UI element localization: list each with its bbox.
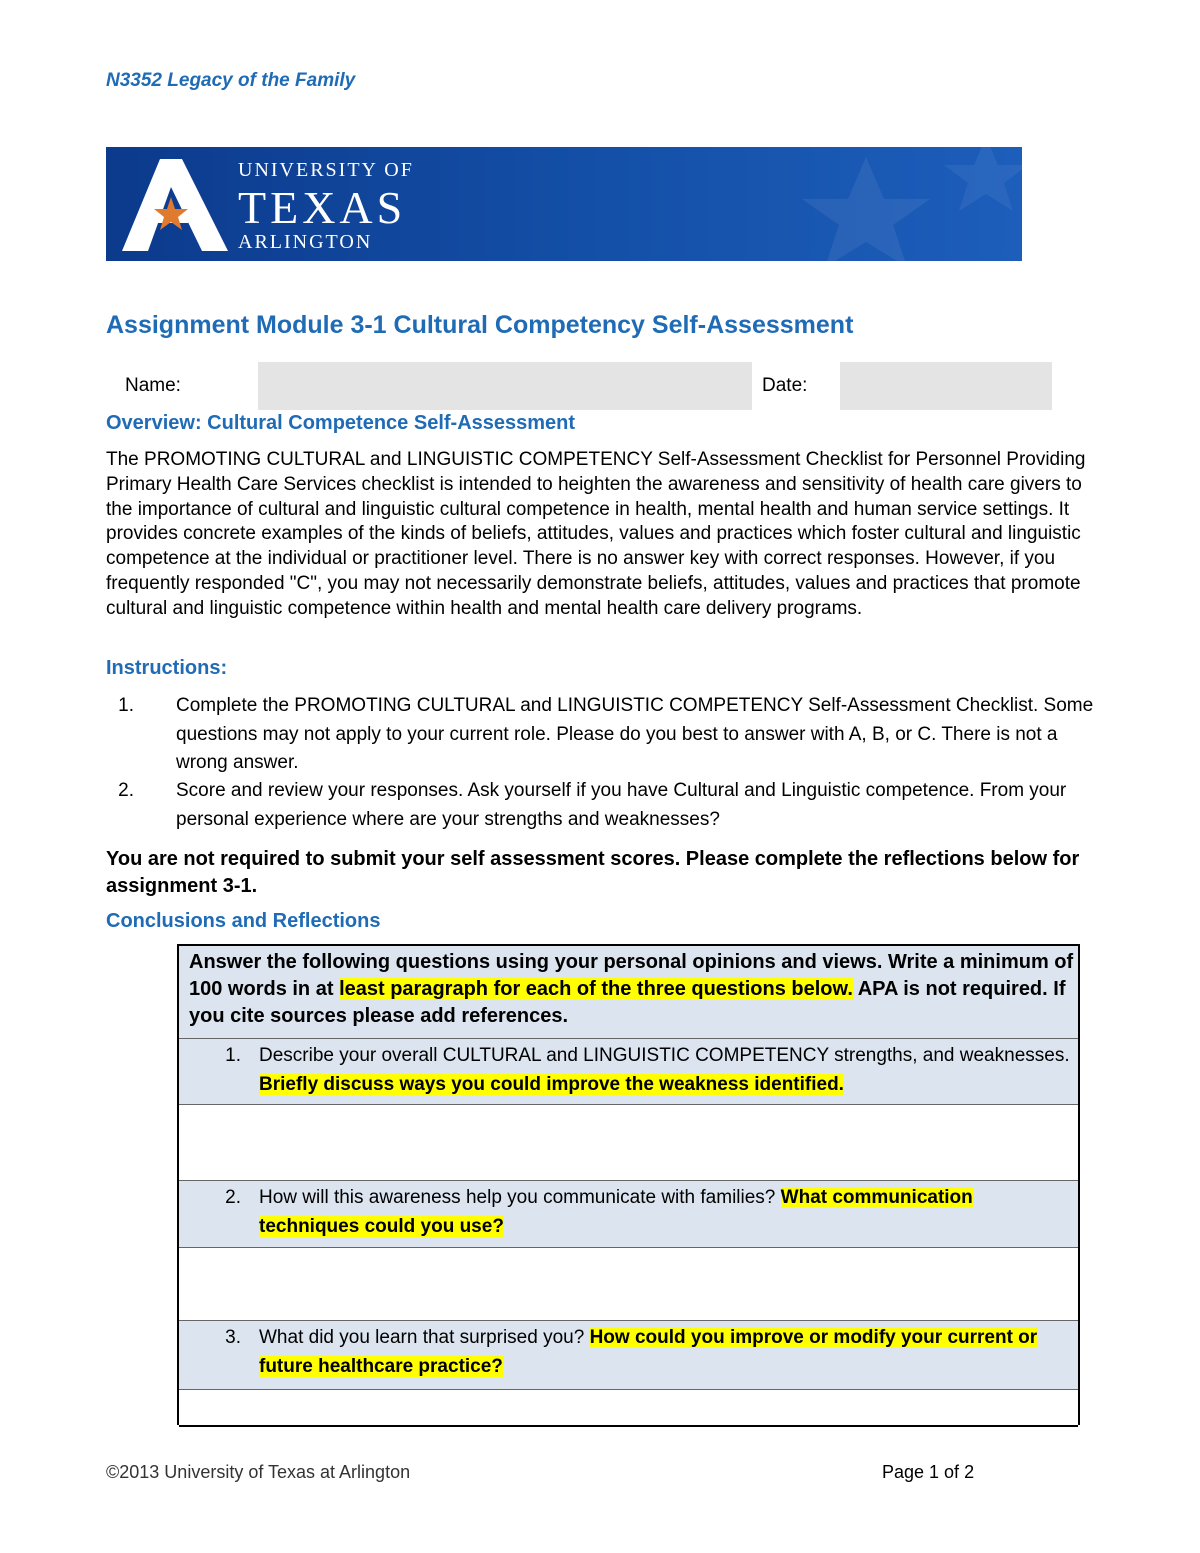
logo-line-texas: TEXAS [238,182,407,233]
date-field[interactable] [840,362,1052,410]
uta-a-logo-icon [120,157,230,253]
question-highlight: What communication techniques could you use? [259,1187,973,1237]
course-header: N3352 Legacy of the Family [106,70,356,91]
instruction-item [106,777,1106,837]
question-row-1 [179,1039,1078,1105]
intro-highlight: least paragraph for each of the three questions below. [339,978,853,1000]
question-text [259,1183,1074,1241]
question-prompt: How will this awareness help you communicate with families? [259,1187,781,1208]
question-text [259,1323,1074,1381]
instruction-number: 1. [118,695,134,716]
question-number: 3. [225,1327,241,1348]
question-row-3 [179,1321,1078,1390]
instruction-item [106,692,1106,782]
date-label: Date: [762,375,808,396]
table-intro-row [179,946,1078,1039]
submission-note: You are not required to submit your self assessment scores. Please complete the reflections below for assignment 3-1. [106,848,1080,897]
instruction-number: 2. [118,780,134,801]
question-prompt: What did you learn that surprised you? [259,1327,590,1348]
logo-line-university-of: UNIVERSITY OF [238,159,414,181]
answer-field-1[interactable] [179,1105,1078,1181]
page-title: Assignment Module 3-1 Cultural Competency Self-Assessment [106,311,854,339]
logo-line-arlington: ARLINGTON [238,231,373,253]
overview-paragraph: The PROMOTING CULTURAL and LINGUISTIC COMPETENCY Self-Assessment Checklist for Personnel Providing Primary Health Care Services checklist is intended to heighten the awareness and sensitivity of health care givers to the importance of cultural and linguistic cultural competence in health, mental health and human service settings. It provides concrete examples of the kinds of beliefs, attitudes, values and practices which foster cultural and linguistic competence at the individual or practitioner level. There is no answer key with correct responses. However, if you frequently responded "C", you may not necessarily demonstrate beliefs, attitudes, values and practices that promote cultural and linguistic competence within health and mental health care delivery programs. [106,449,1086,619]
reflection-table [177,944,1080,1425]
name-field[interactable] [258,362,752,410]
instructions-heading: Instructions: [106,657,228,679]
intro-text-part1: Answer the following questions using your personal opinions and views. Write a minimum of 100 words in at [189,951,1074,1000]
instruction-text: Score and review your responses. Ask yourself if you have Cultural and Linguistic competence. From your personal experience where are your strengths and weaknesses? [176,780,1067,830]
question-text [259,1041,1074,1099]
university-banner [106,147,1022,261]
question-highlight: Briefly discuss ways you could improve the weakness identified. [259,1074,844,1095]
answer-field-2[interactable] [179,1248,1078,1321]
name-label: Name: [125,375,181,396]
table-intro-text [189,949,1074,1030]
question-highlight: How could you improve or modify your current or future healthcare practice? [259,1327,1038,1377]
question-row-2 [179,1181,1078,1248]
footer-copyright: ©2013 University of Texas at Arlington [106,1462,411,1482]
footer-page-number: Page 1 of 2 [882,1462,975,1482]
conclusions-heading: Conclusions and Reflections [106,910,381,932]
instruction-text: Complete the PROMOTING CULTURAL and LINGUISTIC COMPETENCY Self-Assessment Checklist. Some questions may not apply to your current role. Please do you best to answer with A, B, or C. There is not a wrong answer. [176,695,1094,773]
question-prompt: Describe your overall CULTURAL and LINGUISTIC COMPETENCY strengths, and weaknesses. [259,1045,1070,1066]
answer-field-3[interactable] [179,1390,1078,1427]
intro-text-part2: APA is not required. If you cite sources please add references. [189,978,1066,1027]
overview-heading: Overview: Cultural Competence Self-Assessment [106,412,576,434]
question-number: 2. [225,1187,241,1208]
question-number: 1. [225,1045,241,1066]
